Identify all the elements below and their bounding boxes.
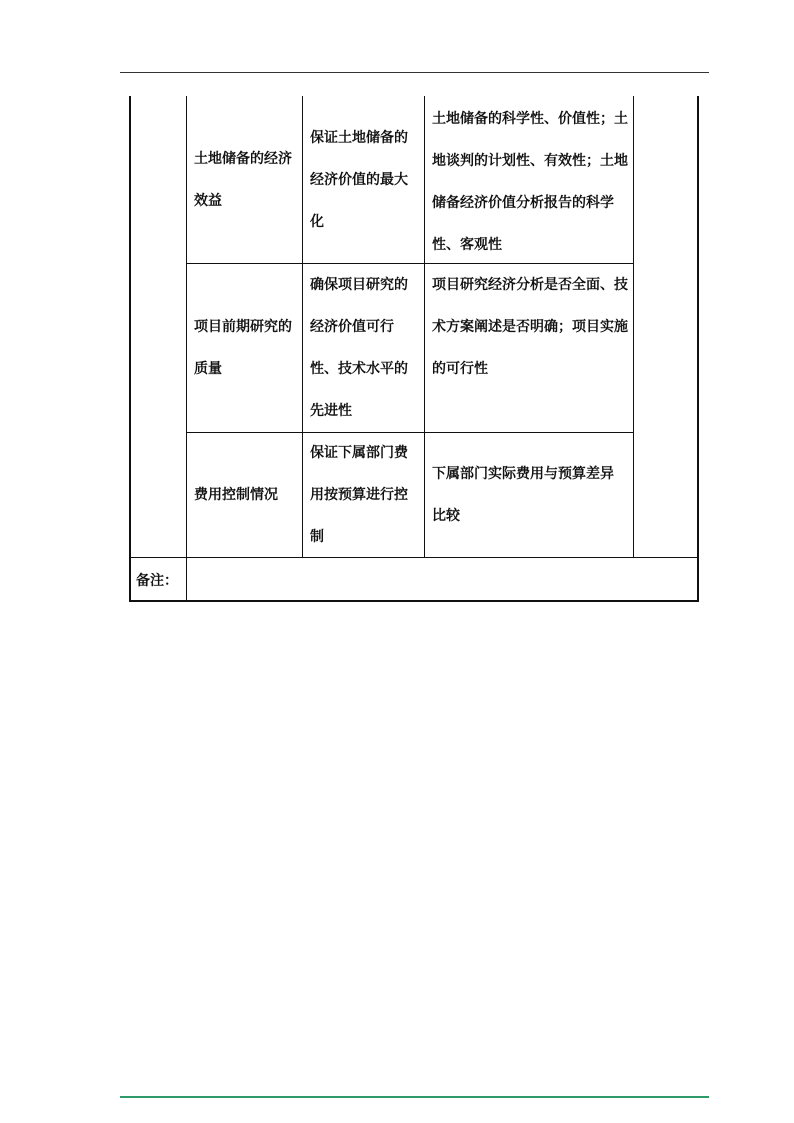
col-divider-4 [633, 96, 634, 558]
kpi-table [129, 96, 699, 602]
table-left-border [129, 96, 131, 602]
row2-criteria: 项目研究经济分析是否全面、技术方案阐述是否明确；项目实施的可行性 [432, 277, 628, 377]
row1-criteria: 土地储备的科学性、价值性；土地谈判的计划性、有效性；土地储备经济价值分析报告的科学性、客观性 [432, 111, 628, 253]
row2-item: 项目前期研究的质量 [194, 319, 292, 377]
header-rule [120, 72, 709, 73]
row3-item: 费用控制情况 [194, 487, 278, 503]
row1-item: 土地储备的经济效益 [194, 150, 292, 209]
row3-goal: 保证下属部门费用按预算进行控制 [310, 445, 408, 545]
table-right-border [697, 96, 699, 602]
row-divider-3 [129, 557, 699, 558]
row1-goal: 保证土地储备的经济价值的最大化 [310, 129, 408, 230]
row3-criteria: 下属部门实际费用与预算差异比较 [432, 466, 614, 524]
table-bottom-border [129, 600, 699, 602]
footer-rule [120, 1096, 709, 1098]
remarks-label: 备注： [136, 573, 178, 589]
row2-goal: 确保项目研究的经济价值可行性、技术水平的先进性 [310, 277, 408, 419]
